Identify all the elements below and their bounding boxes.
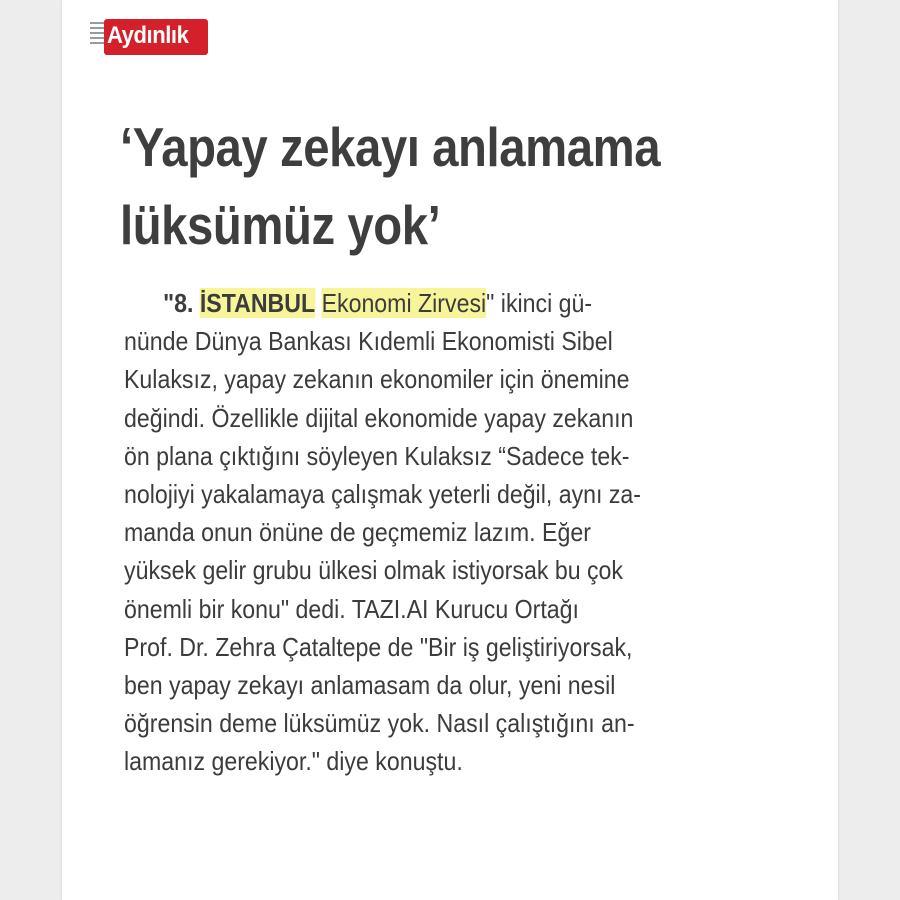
highlight-istanbul: İSTANBUL [199, 288, 316, 318]
article-line: lamanız gerekiyor." diye konuştu. [124, 746, 463, 777]
lead-prefix: "8. [163, 288, 200, 318]
logo-text: Aydınlık [107, 22, 189, 49]
article-line: ben yapay zekayı anlamasam da olur, yeni nesil [124, 670, 616, 701]
article-line: Prof. Dr. Zehra Çataltepe de "Bir iş geliştiriyorsak, [124, 631, 633, 662]
logo-red-box [104, 19, 208, 55]
article-line: önemli bir konu" dedi. TAZI.AI Kurucu Ortağı [124, 593, 579, 624]
article-line: Kulaksız, yapay zekanın ekonomiler için önemine [124, 364, 630, 395]
highlight-ekonomi-zirvesi: Ekonomi Zirvesi [321, 288, 487, 318]
headline-line-1: ‘Yapay zekayı anlamama [120, 116, 661, 178]
headline-line-2: lüksümüz yok’ [120, 194, 441, 256]
article-line: manda onun önüne de geçmemiz lazım. Eğer [124, 517, 591, 548]
newspaper-clipping [62, 0, 838, 900]
article-line: öğrensin deme lüksümüz yok. Nasıl çalıştığını an- [124, 708, 635, 739]
article-line: nolojiyi yakalamaya çalışmak yeterli değil, aynı za- [124, 479, 642, 510]
article-line: ön plana çıktığını söyleyen Kulaksız “Sadece tek- [124, 440, 630, 471]
article-lead-line [124, 284, 747, 322]
masthead-logo [90, 18, 210, 56]
article-line: değindi. Özellikle dijital ekonomide yapay zekanın [124, 402, 634, 433]
article-line: nünde Dünya Bankası Kıdemli Ekonomisti Sibel [124, 326, 613, 357]
lead-suffix: " ikinci gü- [486, 288, 593, 318]
article-headline [120, 108, 722, 264]
article-line: yüksek gelir grubu ülkesi olmak istiyorsak bu çok [124, 555, 624, 586]
article-body [124, 284, 747, 781]
